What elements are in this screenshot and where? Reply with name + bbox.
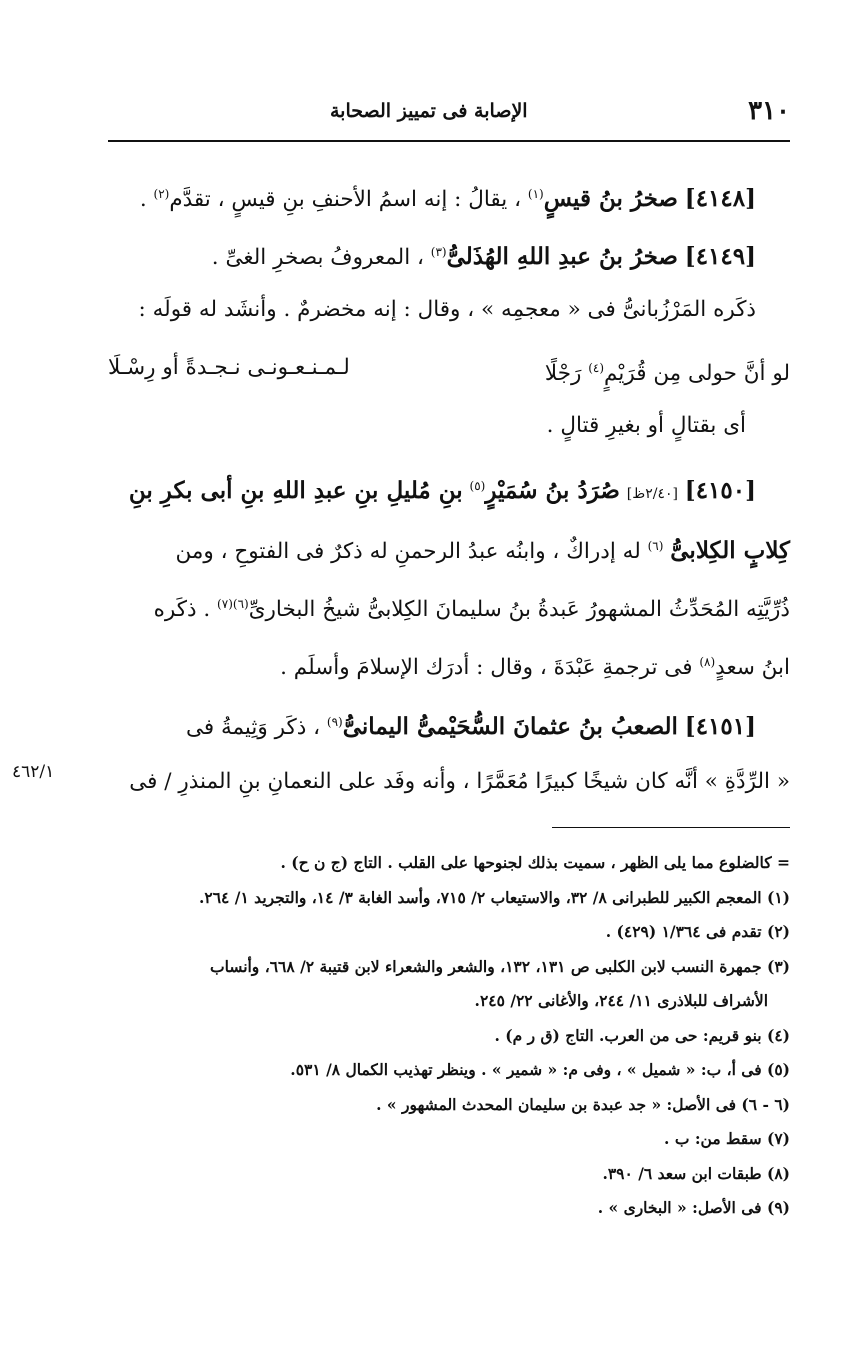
entry-4149 [108,223,790,281]
entry-text: ، يقالُ : إنه اسمُ الأحنفِ بنِ قيسٍ ، تقدَّم [169,187,522,213]
entry-4149-line2: ذكَره المَرْزُبانىُّ فى « معجمِه » ، وقال : إنه مخضرمٌ . وأنشَد له قولَه : [138,297,756,322]
entry-text: له إدراكٌ ، وابنُه عبدُ الرحمنِ له ذكرٌ فى الفتوحِ ، ومن [175,539,641,565]
entry-number: [٤١٤٨] [684,185,756,213]
entry-name-cont: كِلابٍ الكِلابىُّ [670,537,790,565]
page-header [108,96,790,130]
entry-text: ابنُ سعدٍ [715,655,790,681]
manuscript-ref: [٢/٤٠ظ] [626,486,678,503]
verse-hemistich-1 [545,339,790,397]
footnote-ref: (١) [527,187,544,201]
footnote: (٧) سقط من: ب . [664,1129,790,1148]
footnote: (٢) تقدم فى ١/٣٦٤ (٤٢٩) . [605,922,790,941]
entry-name-cont: بنِ مُليلِ بنِ عبدِ اللهِ بنِ أبى بكرِ بنِ [128,477,463,505]
entry-text: ذُرِّيَّتِه المُحَدِّثُ المشهورُ عَبدةُ بنُ سليمانَ الكِلابىُّ شيخُ البخارىِّ [248,597,790,623]
entry-4150-line4 [108,633,790,691]
verse-text: رَجْلًا [544,361,582,387]
footnote: (٥) فى أ، ب: « شميل » ، وفى م: « شمير » . وينظر تهذيب الكمال ٨/ ٥٣١. [290,1060,790,1079]
footnote: (٩) فى الأصل: « البخارى » . [597,1198,790,1217]
footnote-ref: (٨) [699,655,716,669]
footnote-ref: (٦) [647,539,664,553]
entry-text: ، ذكَر وَثِيمةُ فى [185,715,321,741]
main-text [108,165,790,811]
footnote-ref: (٥) [469,479,486,493]
entry-4151-line2: « الرِّدَّةِ » أنَّه كان شيخًا كبيرًا مُعَمَّرًا ، وأنه وفَد على النعمانِ بنِ المنذرِ / فى [129,769,790,794]
verse-text: لو أنَّ حولى مِن قُرَيْمٍ [604,361,790,387]
header-rule [108,140,790,142]
entry-name: صخرُ بنُ عبدِ اللهِ الهُذَلىُّ [446,243,678,271]
footnote: (١) المعجم الكبير للطبرانى ٨/ ٣٢، والاستيعاب ٢/ ٧١٥، وأسد الغابة ٣/ ١٤، والتجريد ١/ ٢٦٤. [199,887,790,907]
entry-number: [٤١٤٩] [684,243,756,271]
footnote-ref: (٩) [326,715,343,729]
entry-text: ، المعروفُ بصخرِ الغىِّ . [211,245,424,271]
entry-4151 [108,691,790,753]
footnote-ref: (٤) [588,361,605,375]
entry-number: [٤١٥٠] [684,477,756,505]
entry-4150-line2 [108,517,790,575]
verse-hemistich-2: لـمـنـعـونـى نـجـدةً أو رِسْـلَا [108,355,350,380]
entry-text: . ذكَره [153,597,211,623]
page-number: ٣١٠ [748,96,790,126]
footnotes [108,846,790,1226]
entry-name: صخرُ بنُ قيسٍ [543,185,678,213]
entry-end: . [139,187,147,213]
footnote-ref: (٣) [430,245,447,259]
entry-4150-line3 [108,575,790,633]
footnote: (٣) جمهرة النسب لابن الكلبى ص ١٣١، ١٣٢، والشعر والشعراء لابن قتيبة ٢/ ٦٦٨، وأنساب [210,956,790,976]
footnote-separator [552,827,790,828]
footnote-ref: (٦)(٧) [217,597,249,611]
margin-reference: ٤٦٢/١ [12,762,55,782]
entry-text: فى ترجمةِ عَبْدَةَ ، وقال : أدرَك الإسلامَ وأسلَم . [280,655,693,681]
entry-4148 [108,165,790,223]
entry-name: صُرَدُ بنُ سُمَيْرٍ [485,477,620,505]
entry-4150 [108,455,790,517]
entry-name: الصعبُ بنُ عثمانَ السُّحَيْمىُّ اليمانىُّ [342,713,678,741]
verse-explanation: أى بقتالٍ أو بغيرِ قتالٍ . [546,413,746,438]
running-title: الإصابة فى تمييز الصحابة [330,100,528,122]
footnote-continuation: = كالضلوع مما يلى الظهر ، سميت بذلك لجنوحها على القلب . التاج (ج ن ح) . [280,853,790,872]
footnote-cont: الأشراف للبلاذرى ١١/ ٢٤٤، والأغانى ٢٢/ ٢٤٥. [474,991,768,1010]
footnote-ref: (٢) [153,187,170,201]
entry-number: [٤١٥١] [684,713,756,741]
footnote: (٦ - ٦) فى الأصل: « جد عبدة بن سليمان المحدث المشهور » . [376,1094,790,1114]
footnote: (٤) بنو قريم: حى من العرب. التاج (ق ر م) . [494,1025,790,1045]
footnote: (٨) طبقات ابن سعد ٦/ ٣٩٠. [602,1163,790,1183]
verse-line [108,339,790,397]
